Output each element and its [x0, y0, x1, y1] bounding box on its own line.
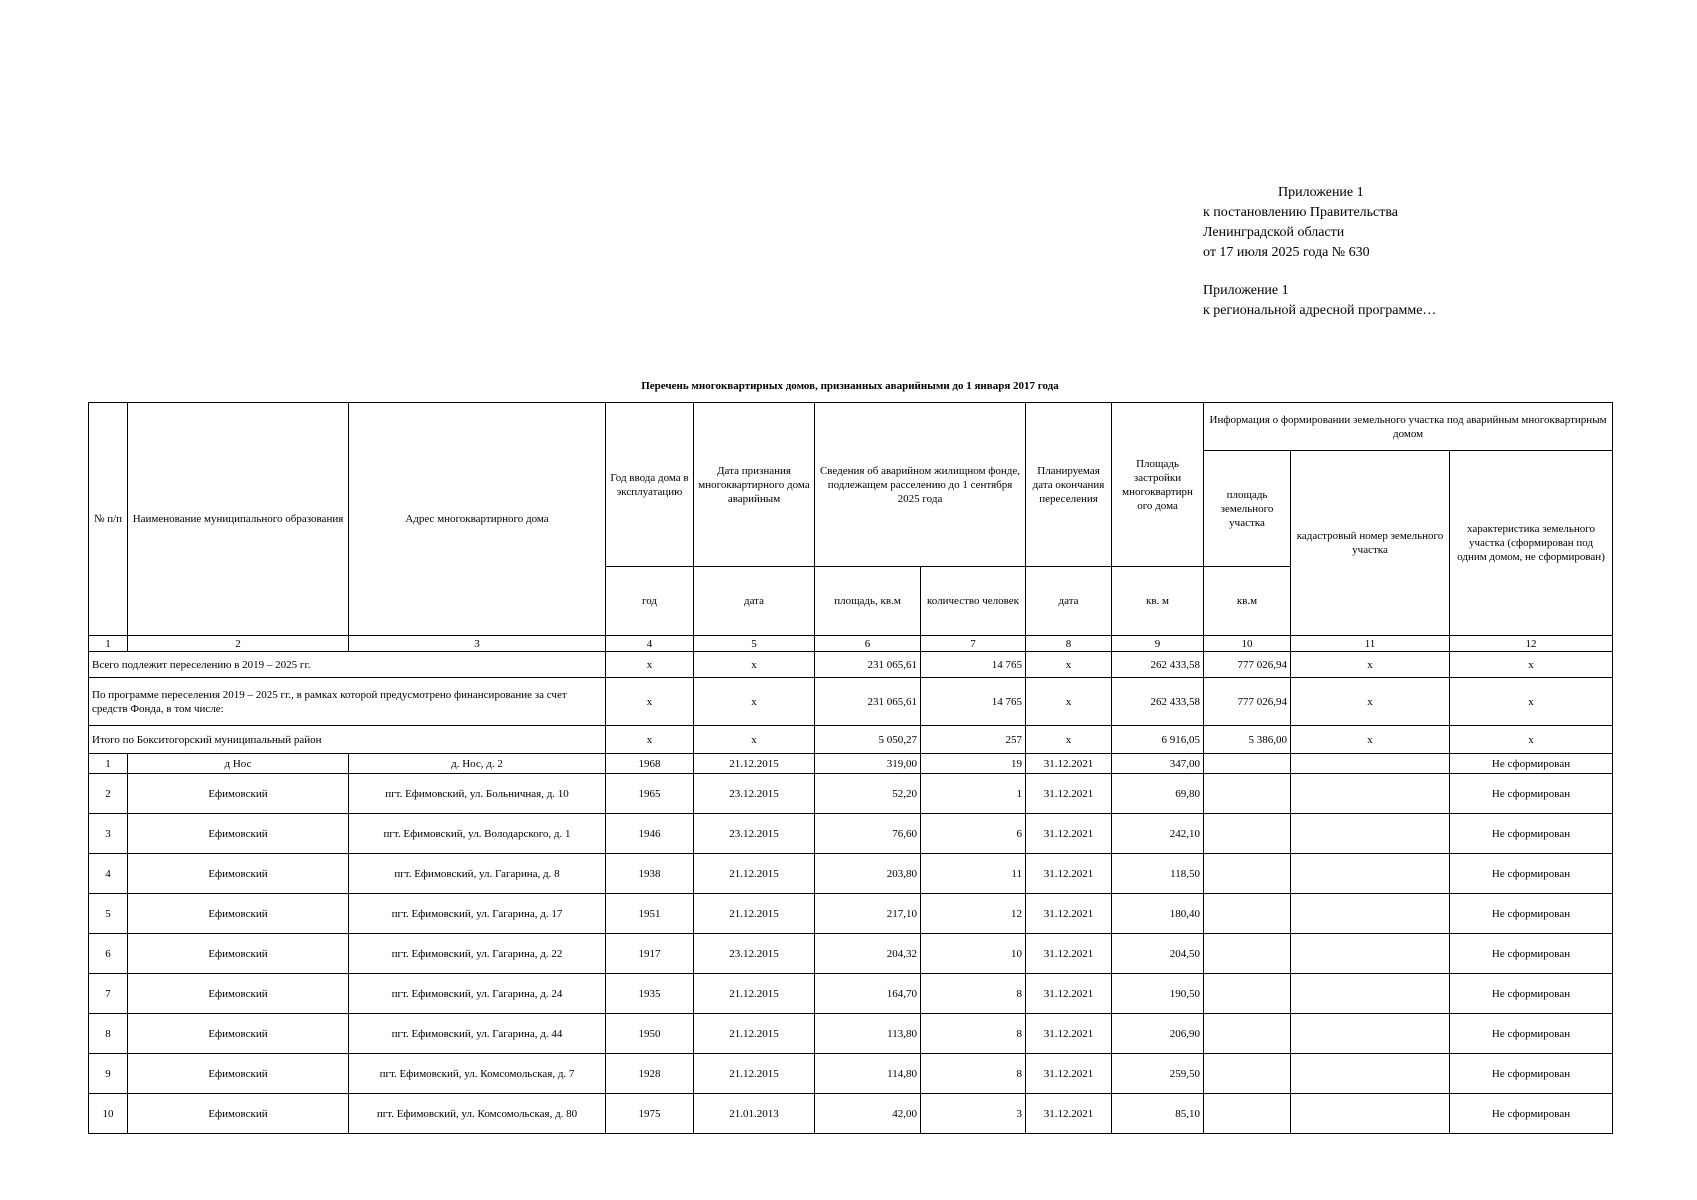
cell-address: пгт. Ефимовский, ул. Гагарина, д. 17 [349, 894, 606, 934]
cell-cadastral [1291, 894, 1450, 934]
total-cell: х [606, 652, 694, 678]
total-cell: х [606, 726, 694, 754]
table-row [89, 934, 1613, 974]
col-header-land-area: площадь земельного участка [1204, 451, 1291, 567]
houses-table [88, 402, 1613, 1134]
header-line: к региональной адресной программе… [1203, 303, 1437, 318]
cell-area: 42,00 [815, 1094, 921, 1134]
total-cell: х [1291, 652, 1450, 678]
cell-land-char: Не сформирован [1450, 814, 1613, 854]
cell-built-area: 347,00 [1112, 754, 1204, 774]
col-number: 1 [89, 636, 128, 652]
cell-land-area [1204, 934, 1291, 974]
cell-cadastral [1291, 814, 1450, 854]
cell-address: пгт. Ефимовский, ул. Гагарина, д. 44 [349, 1014, 606, 1054]
col-number: 4 [606, 636, 694, 652]
col-number: 8 [1026, 636, 1112, 652]
header-line: Ленинградской области [1203, 225, 1345, 240]
cell-num: 6 [89, 934, 128, 974]
cell-people: 1 [921, 774, 1026, 814]
cell-date: 21.12.2015 [694, 1014, 815, 1054]
total-cell: 262 433,58 [1112, 652, 1204, 678]
cell-built-area: 259,50 [1112, 1054, 1204, 1094]
table-row [89, 974, 1613, 1014]
total-cell: 5 386,00 [1204, 726, 1291, 754]
header-line: Приложение 1 [1203, 283, 1289, 298]
cell-municipality: Ефимовский [128, 974, 349, 1014]
cell-address: пгт. Ефимовский, ул. Гагарина, д. 22 [349, 934, 606, 974]
cell-num: 9 [89, 1054, 128, 1094]
cell-date: 23.12.2015 [694, 934, 815, 974]
total-cell: 777 026,94 [1204, 678, 1291, 726]
col-number: 12 [1450, 636, 1613, 652]
cell-area: 204,32 [815, 934, 921, 974]
cell-land-area [1204, 894, 1291, 934]
cell-cadastral [1291, 1094, 1450, 1134]
cell-land-char: Не сформирован [1450, 754, 1613, 774]
cell-planned-date: 31.12.2021 [1026, 894, 1112, 934]
cell-year: 1951 [606, 894, 694, 934]
total-label: По программе переселения 2019 – 2025 гг., в рамках которой предусмотрено финансирование за счет средств Фонда, в том числе: [89, 678, 606, 726]
cell-address: пгт. Ефимовский, ул. Комсомольская, д. 7 [349, 1054, 606, 1094]
document-header [1203, 183, 1523, 321]
cell-planned-date: 31.12.2021 [1026, 1094, 1112, 1134]
total-cell: х [694, 678, 815, 726]
cell-land-char: Не сформирован [1450, 934, 1613, 974]
cell-land-area [1204, 814, 1291, 854]
total-cell: 231 065,61 [815, 652, 921, 678]
total-cell: 262 433,58 [1112, 678, 1204, 726]
unit-sqm: кв. м [1112, 567, 1204, 636]
cell-land-area [1204, 854, 1291, 894]
unit-people: количество человек [921, 567, 1026, 636]
cell-people: 8 [921, 974, 1026, 1014]
total-cell: х [1291, 726, 1450, 754]
total-cell: 257 [921, 726, 1026, 754]
cell-area: 114,80 [815, 1054, 921, 1094]
cell-built-area: 69,80 [1112, 774, 1204, 814]
header-line: к постановлению Правительства [1203, 205, 1399, 220]
cell-date: 21.12.2015 [694, 974, 815, 1014]
col-header-municipality: Наименование муниципального образования [128, 403, 349, 636]
cell-num: 5 [89, 894, 128, 934]
cell-municipality: Ефимовский [128, 934, 349, 974]
cell-land-char: Не сформирован [1450, 1094, 1613, 1134]
col-number: 6 [815, 636, 921, 652]
cell-planned-date: 31.12.2021 [1026, 974, 1112, 1014]
cell-built-area: 204,50 [1112, 934, 1204, 974]
cell-land-char: Не сформирован [1450, 774, 1613, 814]
cell-cadastral [1291, 754, 1450, 774]
total-row-all [89, 652, 1613, 678]
cell-municipality: Ефимовский [128, 774, 349, 814]
col-header-address: Адрес многоквартирного дома [349, 403, 606, 636]
cell-year: 1917 [606, 934, 694, 974]
cell-cadastral [1291, 934, 1450, 974]
cell-year: 1935 [606, 974, 694, 1014]
cell-date: 21.12.2015 [694, 1054, 815, 1094]
cell-num: 1 [89, 754, 128, 774]
cell-year: 1938 [606, 854, 694, 894]
cell-area: 113,80 [815, 1014, 921, 1054]
col-number: 7 [921, 636, 1026, 652]
header-line: Приложение 1 [1278, 185, 1364, 200]
cell-planned-date: 31.12.2021 [1026, 814, 1112, 854]
table-row [89, 814, 1613, 854]
cell-municipality: Ефимовский [128, 1054, 349, 1094]
cell-address: пгт. Ефимовский, ул. Гагарина, д. 24 [349, 974, 606, 1014]
cell-area: 203,80 [815, 854, 921, 894]
table-row [89, 1094, 1613, 1134]
unit-date: дата [1026, 567, 1112, 636]
col-header-planned-date: Планируемая дата окончания переселения [1026, 403, 1112, 567]
cell-land-area [1204, 974, 1291, 1014]
cell-people: 10 [921, 934, 1026, 974]
cell-area: 319,00 [815, 754, 921, 774]
cell-area: 164,70 [815, 974, 921, 1014]
cell-built-area: 190,50 [1112, 974, 1204, 1014]
col-header-fund-info: Сведения об аварийном жилищном фонде, подлежащем расселению до 1 сентября 2025 года [815, 403, 1026, 567]
cell-land-char: Не сформирован [1450, 854, 1613, 894]
col-number: 2 [128, 636, 349, 652]
cell-date: 21.12.2015 [694, 894, 815, 934]
cell-num: 3 [89, 814, 128, 854]
cell-cadastral [1291, 1054, 1450, 1094]
total-cell: х [694, 652, 815, 678]
cell-land-area [1204, 774, 1291, 814]
cell-planned-date: 31.12.2021 [1026, 934, 1112, 974]
col-number: 11 [1291, 636, 1450, 652]
total-cell: 6 916,05 [1112, 726, 1204, 754]
cell-people: 12 [921, 894, 1026, 934]
col-number: 10 [1204, 636, 1291, 652]
table-row [89, 774, 1613, 814]
total-cell: х [1450, 678, 1613, 726]
cell-num: 8 [89, 1014, 128, 1054]
cell-land-area [1204, 1094, 1291, 1134]
col-header-land-info: Информация о формировании земельного участка под аварийным многоквартирным домом [1204, 403, 1613, 451]
cell-date: 21.12.2015 [694, 854, 815, 894]
unit-sqm: кв.м [1204, 567, 1291, 636]
unit-area: площадь, кв.м [815, 567, 921, 636]
cell-municipality: Ефимовский [128, 854, 349, 894]
cell-date: 23.12.2015 [694, 774, 815, 814]
total-cell: х [1450, 726, 1613, 754]
cell-people: 8 [921, 1014, 1026, 1054]
cell-num: 4 [89, 854, 128, 894]
cell-date: 23.12.2015 [694, 814, 815, 854]
cell-land-char: Не сформирован [1450, 894, 1613, 934]
table-row [89, 1014, 1613, 1054]
total-label: Итого по Бокситогорский муниципальный район [89, 726, 606, 754]
cell-address: д. Нос, д. 2 [349, 754, 606, 774]
cell-land-char: Не сформирован [1450, 1014, 1613, 1054]
total-cell: х [1026, 652, 1112, 678]
col-number: 5 [694, 636, 815, 652]
total-cell: 231 065,61 [815, 678, 921, 726]
col-header-built-area: Площадь застройки многоквартирн ого дома [1112, 403, 1204, 567]
cell-address: пгт. Ефимовский, ул. Комсомольская, д. 80 [349, 1094, 606, 1134]
document-title: Перечень многоквартирных домов, признанных аварийными до 1 января 2017 года [641, 380, 1059, 392]
cell-municipality: Ефимовский [128, 814, 349, 854]
col-number: 3 [349, 636, 606, 652]
table-row [89, 894, 1613, 934]
total-cell: 14 765 [921, 678, 1026, 726]
cell-planned-date: 31.12.2021 [1026, 1014, 1112, 1054]
cell-people: 6 [921, 814, 1026, 854]
cell-planned-date: 31.12.2021 [1026, 1054, 1112, 1094]
cell-year: 1965 [606, 774, 694, 814]
col-header-num: № п/п [89, 403, 128, 636]
cell-land-char: Не сформирован [1450, 974, 1613, 1014]
cell-address: пгт. Ефимовский, ул. Володарского, д. 1 [349, 814, 606, 854]
cell-municipality: Ефимовский [128, 1014, 349, 1054]
cell-cadastral [1291, 1014, 1450, 1054]
cell-cadastral [1291, 774, 1450, 814]
total-cell: 14 765 [921, 652, 1026, 678]
table-row [89, 1054, 1613, 1094]
cell-date: 21.12.2015 [694, 754, 815, 774]
cell-cadastral [1291, 974, 1450, 1014]
col-header-date-recognized: Дата признания многоквартирного дома аварийным [694, 403, 815, 567]
header-line: от 17 июля 2025 года № 630 [1203, 245, 1370, 260]
cell-built-area: 206,90 [1112, 1014, 1204, 1054]
cell-planned-date: 31.12.2021 [1026, 754, 1112, 774]
cell-address: пгт. Ефимовский, ул. Гагарина, д. 8 [349, 854, 606, 894]
total-label: Всего подлежит переселению в 2019 – 2025 гг. [89, 652, 606, 678]
cell-built-area: 118,50 [1112, 854, 1204, 894]
col-number: 9 [1112, 636, 1204, 652]
cell-planned-date: 31.12.2021 [1026, 854, 1112, 894]
cell-address: пгт. Ефимовский, ул. Больничная, д. 10 [349, 774, 606, 814]
total-cell: 5 050,27 [815, 726, 921, 754]
cell-area: 76,60 [815, 814, 921, 854]
total-row-district [89, 726, 1613, 754]
cell-num: 7 [89, 974, 128, 1014]
table-row [89, 854, 1613, 894]
cell-num: 2 [89, 774, 128, 814]
cell-planned-date: 31.12.2021 [1026, 774, 1112, 814]
table-row [89, 754, 1613, 774]
total-cell: х [606, 678, 694, 726]
cell-people: 11 [921, 854, 1026, 894]
cell-year: 1968 [606, 754, 694, 774]
cell-built-area: 85,10 [1112, 1094, 1204, 1134]
cell-people: 8 [921, 1054, 1026, 1094]
cell-people: 3 [921, 1094, 1026, 1134]
col-header-year: Год ввода дома в эксплуатацию [606, 403, 694, 567]
cell-land-area [1204, 754, 1291, 774]
cell-municipality: Ефимовский [128, 894, 349, 934]
col-header-cadastral: кадастровый номер земельного участка [1291, 451, 1450, 636]
cell-built-area: 242,10 [1112, 814, 1204, 854]
cell-municipality: д Нос [128, 754, 349, 774]
total-cell: х [1450, 652, 1613, 678]
cell-land-area [1204, 1054, 1291, 1094]
total-cell: х [1026, 726, 1112, 754]
cell-num: 10 [89, 1094, 128, 1134]
col-header-land-char: характеристика земельного участка (сформирован под одним домом, не сформирован) [1450, 451, 1613, 636]
cell-land-char: Не сформирован [1450, 1054, 1613, 1094]
cell-date: 21.01.2013 [694, 1094, 815, 1134]
total-cell: х [694, 726, 815, 754]
total-cell: х [1026, 678, 1112, 726]
cell-cadastral [1291, 854, 1450, 894]
total-cell: х [1291, 678, 1450, 726]
cell-built-area: 180,40 [1112, 894, 1204, 934]
cell-area: 217,10 [815, 894, 921, 934]
cell-year: 1946 [606, 814, 694, 854]
total-row-program [89, 678, 1613, 726]
cell-year: 1975 [606, 1094, 694, 1134]
cell-year: 1950 [606, 1014, 694, 1054]
unit-year: год [606, 567, 694, 636]
total-cell: 777 026,94 [1204, 652, 1291, 678]
cell-area: 52,20 [815, 774, 921, 814]
cell-municipality: Ефимовский [128, 1094, 349, 1134]
cell-land-area [1204, 1014, 1291, 1054]
cell-year: 1928 [606, 1054, 694, 1094]
cell-people: 19 [921, 754, 1026, 774]
unit-date: дата [694, 567, 815, 636]
